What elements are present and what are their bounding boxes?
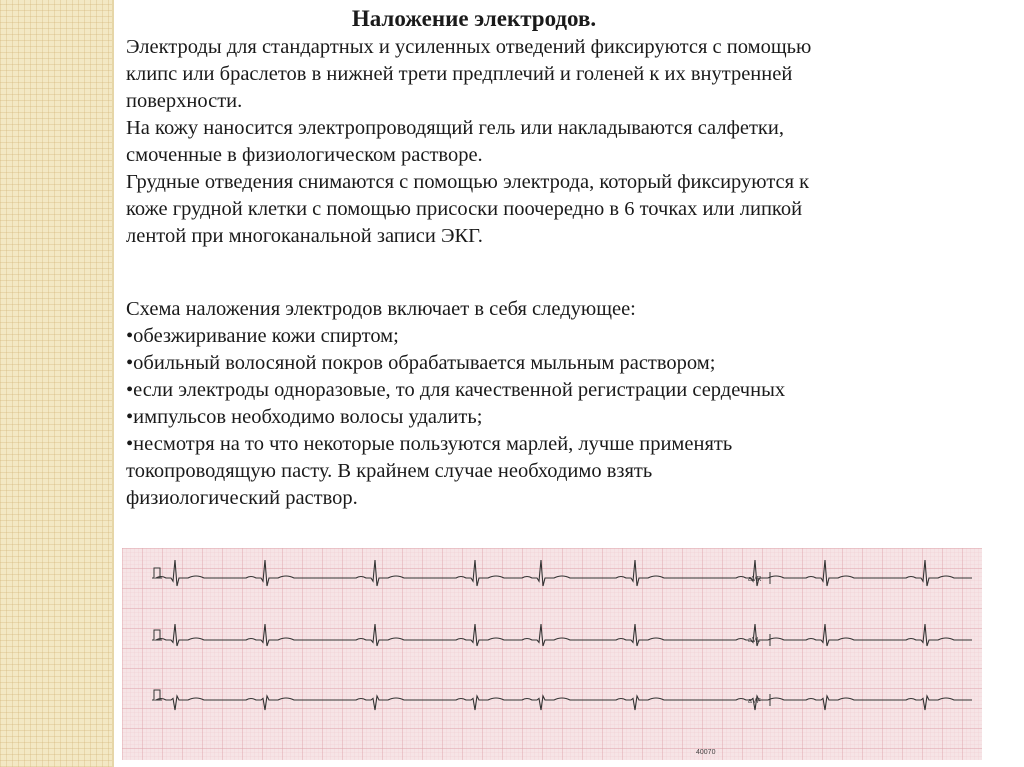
text-line: Схема наложения электродов включает в себя следующее: <box>126 298 636 320</box>
lead-label-avl: aVL <box>748 637 761 644</box>
bullet-item: •если электроды одноразовые, то для качественной регистрации сердечных <box>126 379 786 401</box>
ecg-strip-image <box>122 548 982 760</box>
text-line: Электроды для стандартных и усиленных отведений фиксируются с помощью <box>126 36 812 58</box>
ecg-grid <box>122 548 982 760</box>
bullet-item: •импульсов необходимо волосы удалить; <box>126 406 483 428</box>
text-line: На кожу наносится электропроводящий гель или накладываются салфетки, <box>126 117 784 139</box>
decorative-side-strip <box>0 0 114 767</box>
bullet-item: •несмотря на то что некоторые пользуются марлей, лучше применять <box>126 433 733 455</box>
bullet-item: •обезжиривание кожи спиртом; <box>126 325 399 347</box>
slide-title-text: Наложение электродов. <box>351 6 597 31</box>
ecg-footer-code: 40070 <box>696 749 716 756</box>
slide-title <box>0 6 980 32</box>
text-line: лентой при многоканальной записи ЭКГ. <box>126 225 483 247</box>
bullet-item: •обильный волосяной покров обрабатывается мыльным раствором; <box>126 352 716 374</box>
text-line: токопроводящую пасту. В крайнем случае необходимо взять <box>126 460 653 482</box>
lead-label-avr: aVR <box>748 576 762 583</box>
text-line: Грудные отведения снимаются с помощью электрода, который фиксируются к <box>126 171 810 193</box>
paragraph-electrode-fixation <box>126 34 976 250</box>
text-line: клипс или браслетов в нижней трети предплечий и голеней к их внутренней <box>126 63 793 85</box>
text-line: коже грудной клетки с помощью присоски поочередно в 6 точках или липкой <box>126 198 803 220</box>
lead-label-avf: aVF <box>748 698 761 705</box>
paragraph-electrode-scheme <box>126 296 976 512</box>
text-line: поверхности. <box>126 90 243 112</box>
text-line: физиологический раствор. <box>126 487 358 509</box>
text-line: смоченные в физиологическом растворе. <box>126 144 483 166</box>
